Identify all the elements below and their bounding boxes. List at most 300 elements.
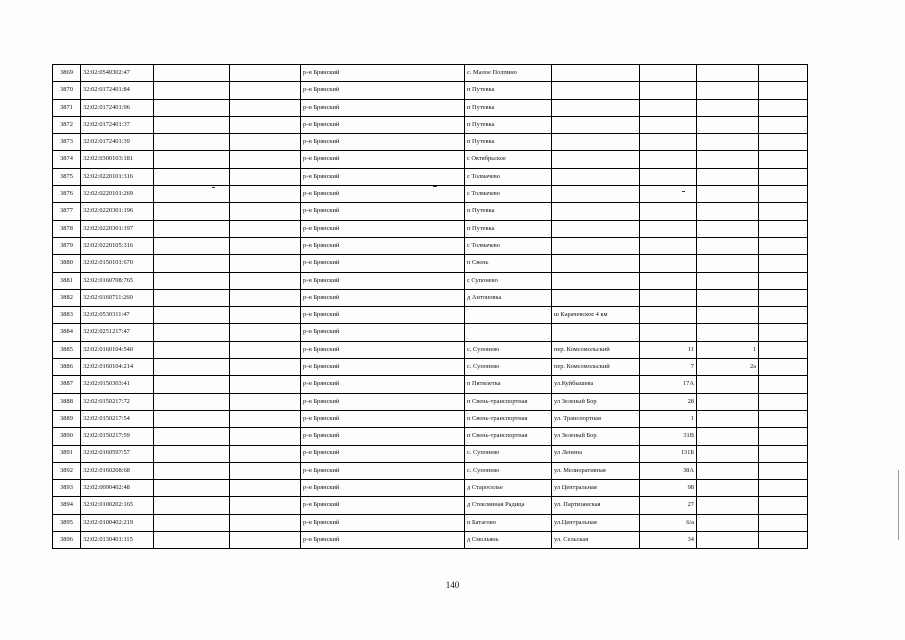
cadastral-number-cell: 32:02:0172401:39 bbox=[81, 134, 154, 151]
empty-cell bbox=[230, 203, 301, 220]
cadastral-number-cell: 32:02:0172401:37 bbox=[81, 116, 154, 133]
street-cell bbox=[552, 65, 640, 82]
empty-cell bbox=[154, 289, 230, 306]
locality-cell: п Свень bbox=[465, 255, 552, 272]
locality-cell: п Путевка bbox=[465, 82, 552, 99]
empty-cell bbox=[154, 445, 230, 462]
empty-cell bbox=[230, 410, 301, 427]
cadastral-number-cell: 32:02:0150217:54 bbox=[81, 410, 154, 427]
empty-cell bbox=[230, 307, 301, 324]
table-row bbox=[53, 151, 808, 168]
building-number-cell bbox=[697, 428, 759, 445]
house-number-cell: 34 bbox=[640, 532, 697, 549]
empty-cell bbox=[154, 255, 230, 272]
street-cell: ул. Партизанская bbox=[552, 497, 640, 514]
row-number-cell: 3878 bbox=[53, 220, 81, 237]
table-row bbox=[53, 393, 808, 410]
cadastral-number-cell: 32:02:0530311:47 bbox=[81, 307, 154, 324]
empty-cell bbox=[759, 116, 808, 133]
empty-cell bbox=[230, 341, 301, 358]
cadastral-number-cell: 32:02:0160208:68 bbox=[81, 462, 154, 479]
row-number-cell: 3880 bbox=[53, 255, 81, 272]
district-cell: р-н Брянский bbox=[301, 376, 465, 393]
empty-cell bbox=[154, 514, 230, 531]
cadastral-number-cell: 32:02:0100202:165 bbox=[81, 497, 154, 514]
district-cell: р-н Брянский bbox=[301, 220, 465, 237]
cadastral-number-cell: 32:02:0251217:47 bbox=[81, 324, 154, 341]
empty-cell bbox=[154, 462, 230, 479]
house-number-cell bbox=[640, 99, 697, 116]
cadastral-number-cell: 32:02:0130401:115 bbox=[81, 532, 154, 549]
empty-cell bbox=[759, 445, 808, 462]
building-number-cell bbox=[697, 116, 759, 133]
table-row bbox=[53, 324, 808, 341]
row-number-cell: 3869 bbox=[53, 65, 81, 82]
row-number-cell: 3894 bbox=[53, 497, 81, 514]
empty-cell bbox=[154, 410, 230, 427]
building-number-cell bbox=[697, 168, 759, 185]
empty-cell bbox=[759, 324, 808, 341]
table-row bbox=[53, 168, 808, 185]
house-number-cell bbox=[640, 134, 697, 151]
district-cell: р-н Брянский bbox=[301, 514, 465, 531]
empty-cell bbox=[154, 532, 230, 549]
cadastral-number-cell: 32:02:0160711:260 bbox=[81, 289, 154, 306]
street-cell bbox=[552, 255, 640, 272]
empty-cell bbox=[230, 272, 301, 289]
table-row bbox=[53, 376, 808, 393]
house-number-cell: 38А bbox=[640, 462, 697, 479]
street-cell: пер. Комсомольский bbox=[552, 341, 640, 358]
building-number-cell bbox=[697, 272, 759, 289]
locality-cell: п Путевка bbox=[465, 116, 552, 133]
house-number-cell: 27 bbox=[640, 497, 697, 514]
empty-cell bbox=[759, 462, 808, 479]
page-number: 140 bbox=[445, 580, 460, 590]
locality-cell: с Октябрьское bbox=[465, 151, 552, 168]
empty-cell bbox=[759, 341, 808, 358]
locality-cell: п Свень-транспортная bbox=[465, 428, 552, 445]
empty-cell bbox=[230, 393, 301, 410]
cadastral-number-cell: 32:02:0100402:219 bbox=[81, 514, 154, 531]
empty-cell bbox=[759, 393, 808, 410]
street-cell bbox=[552, 289, 640, 306]
house-number-cell bbox=[640, 307, 697, 324]
house-number-cell: 31В bbox=[640, 428, 697, 445]
building-number-cell bbox=[697, 462, 759, 479]
house-number-cell bbox=[640, 289, 697, 306]
scan-mark bbox=[682, 191, 685, 192]
locality-cell: п Свень-транспортная bbox=[465, 410, 552, 427]
table-row bbox=[53, 497, 808, 514]
empty-cell bbox=[759, 480, 808, 497]
table-row bbox=[53, 134, 808, 151]
locality-cell: п Путевка bbox=[465, 134, 552, 151]
street-cell bbox=[552, 237, 640, 254]
cadastral-number-cell: 32:02:0160708:765 bbox=[81, 272, 154, 289]
district-cell: р-н Брянский bbox=[301, 289, 465, 306]
building-number-cell bbox=[697, 514, 759, 531]
empty-cell bbox=[154, 480, 230, 497]
house-number-cell bbox=[640, 65, 697, 82]
building-number-cell bbox=[697, 151, 759, 168]
empty-cell bbox=[759, 289, 808, 306]
locality-cell: д Антоновка bbox=[465, 289, 552, 306]
building-number-cell bbox=[697, 445, 759, 462]
cadastral-number-cell: 32:02:0220101:269 bbox=[81, 186, 154, 203]
table-row bbox=[53, 82, 808, 99]
row-number-cell: 3888 bbox=[53, 393, 81, 410]
empty-cell bbox=[154, 134, 230, 151]
building-number-cell bbox=[697, 393, 759, 410]
street-cell bbox=[552, 203, 640, 220]
building-number-cell bbox=[697, 220, 759, 237]
locality-cell: п Путевка bbox=[465, 220, 552, 237]
empty-cell bbox=[759, 220, 808, 237]
empty-cell bbox=[230, 237, 301, 254]
building-number-cell bbox=[697, 82, 759, 99]
cadastral-number-cell: 32:02:0150217:59 bbox=[81, 428, 154, 445]
street-cell: ул. Мелиоративная bbox=[552, 462, 640, 479]
cadastral-number-cell: 32:02:0150303:41 bbox=[81, 376, 154, 393]
empty-cell bbox=[154, 307, 230, 324]
register-table bbox=[52, 64, 808, 549]
row-number-cell: 3873 bbox=[53, 134, 81, 151]
street-cell: пер. Комсомольский bbox=[552, 359, 640, 376]
empty-cell bbox=[230, 480, 301, 497]
district-cell: р-н Брянский bbox=[301, 82, 465, 99]
street-cell: ул Ленина bbox=[552, 445, 640, 462]
empty-cell bbox=[154, 151, 230, 168]
cadastral-number-cell: 32:02:0150217:72 bbox=[81, 393, 154, 410]
cadastral-number-cell: 32:02:0150101:670 bbox=[81, 255, 154, 272]
empty-cell bbox=[230, 255, 301, 272]
table-row bbox=[53, 480, 808, 497]
building-number-cell bbox=[697, 237, 759, 254]
empty-cell bbox=[230, 99, 301, 116]
street-cell bbox=[552, 324, 640, 341]
empty-cell bbox=[230, 445, 301, 462]
empty-cell bbox=[154, 428, 230, 445]
building-number-cell bbox=[697, 65, 759, 82]
empty-cell bbox=[230, 186, 301, 203]
table-row bbox=[53, 359, 808, 376]
house-number-cell bbox=[640, 151, 697, 168]
table-row bbox=[53, 255, 808, 272]
empty-cell bbox=[230, 151, 301, 168]
empty-cell bbox=[154, 168, 230, 185]
cadastral-number-cell: 32:02:0220105:316 bbox=[81, 237, 154, 254]
empty-cell bbox=[759, 359, 808, 376]
row-number-cell: 3885 bbox=[53, 341, 81, 358]
locality-cell: с. Супонево bbox=[465, 341, 552, 358]
district-cell: р-н Брянский bbox=[301, 255, 465, 272]
house-number-cell bbox=[640, 203, 697, 220]
locality-cell bbox=[465, 307, 552, 324]
house-number-cell bbox=[640, 220, 697, 237]
district-cell: р-н Брянский bbox=[301, 116, 465, 133]
district-cell: р-н Брянский bbox=[301, 410, 465, 427]
locality-cell: с. Малое Полпино bbox=[465, 65, 552, 82]
street-cell bbox=[552, 272, 640, 289]
building-number-cell bbox=[697, 376, 759, 393]
empty-cell bbox=[230, 289, 301, 306]
empty-cell bbox=[759, 168, 808, 185]
register-table-body bbox=[53, 65, 808, 549]
house-number-cell: 131Б bbox=[640, 445, 697, 462]
district-cell: р-н Брянский bbox=[301, 307, 465, 324]
cadastral-number-cell: 32:02:0220301:196 bbox=[81, 203, 154, 220]
house-number-cell bbox=[640, 116, 697, 133]
street-cell bbox=[552, 99, 640, 116]
street-cell: ул Центральная bbox=[552, 480, 640, 497]
row-number-cell: 3889 bbox=[53, 410, 81, 427]
cadastral-number-cell: 32:02:0540302:47 bbox=[81, 65, 154, 82]
locality-cell: с Толмачево bbox=[465, 237, 552, 254]
building-number-cell: 2а bbox=[697, 359, 759, 376]
empty-cell bbox=[759, 151, 808, 168]
district-cell: р-н Брянский bbox=[301, 237, 465, 254]
locality-cell: с Супонево bbox=[465, 272, 552, 289]
table-row bbox=[53, 514, 808, 531]
empty-cell bbox=[759, 410, 808, 427]
building-number-cell bbox=[697, 186, 759, 203]
empty-cell bbox=[230, 462, 301, 479]
street-cell bbox=[552, 116, 640, 133]
building-number-cell bbox=[697, 255, 759, 272]
empty-cell bbox=[154, 359, 230, 376]
locality-cell: п Путевка bbox=[465, 99, 552, 116]
scan-mark bbox=[212, 187, 215, 188]
cadastral-number-cell: 32:02:0220101:316 bbox=[81, 168, 154, 185]
house-number-cell bbox=[640, 82, 697, 99]
street-cell: ул. Транспортная bbox=[552, 410, 640, 427]
empty-cell bbox=[154, 497, 230, 514]
cadastral-number-cell: 32:02:0160597:57 bbox=[81, 445, 154, 462]
empty-cell bbox=[759, 203, 808, 220]
empty-cell bbox=[759, 255, 808, 272]
locality-cell: д Староселье bbox=[465, 480, 552, 497]
empty-cell bbox=[230, 428, 301, 445]
building-number-cell bbox=[697, 480, 759, 497]
district-cell: р-н Брянский bbox=[301, 134, 465, 151]
cadastral-number-cell: 32:02:0172401:84 bbox=[81, 82, 154, 99]
table-row bbox=[53, 65, 808, 82]
building-number-cell bbox=[697, 289, 759, 306]
empty-cell bbox=[230, 220, 301, 237]
district-cell: р-н Брянский bbox=[301, 359, 465, 376]
empty-cell bbox=[759, 376, 808, 393]
row-number-cell: 3886 bbox=[53, 359, 81, 376]
table-row bbox=[53, 307, 808, 324]
empty-cell bbox=[154, 324, 230, 341]
locality-cell: п Пятилетка bbox=[465, 376, 552, 393]
locality-cell: с. Супонево bbox=[465, 445, 552, 462]
empty-cell bbox=[154, 99, 230, 116]
row-number-cell: 3882 bbox=[53, 289, 81, 306]
table-row bbox=[53, 445, 808, 462]
row-number-cell: 3874 bbox=[53, 151, 81, 168]
district-cell: р-н Брянский bbox=[301, 462, 465, 479]
empty-cell bbox=[154, 376, 230, 393]
row-number-cell: 3879 bbox=[53, 237, 81, 254]
empty-cell bbox=[759, 82, 808, 99]
table-row bbox=[53, 532, 808, 549]
table-row bbox=[53, 203, 808, 220]
empty-cell bbox=[759, 272, 808, 289]
street-cell: ул Зеленый Бор bbox=[552, 428, 640, 445]
table-row bbox=[53, 116, 808, 133]
scan-mark bbox=[433, 186, 437, 187]
empty-cell bbox=[759, 514, 808, 531]
empty-cell bbox=[759, 134, 808, 151]
building-number-cell bbox=[697, 497, 759, 514]
table-row bbox=[53, 341, 808, 358]
table-row bbox=[53, 186, 808, 203]
empty-cell bbox=[759, 428, 808, 445]
building-number-cell bbox=[697, 532, 759, 549]
building-number-cell bbox=[697, 324, 759, 341]
empty-cell bbox=[154, 341, 230, 358]
locality-cell bbox=[465, 324, 552, 341]
locality-cell: д Стеклянная Радица bbox=[465, 497, 552, 514]
district-cell: р-н Брянский bbox=[301, 480, 465, 497]
empty-cell bbox=[230, 514, 301, 531]
row-number-cell: 3870 bbox=[53, 82, 81, 99]
empty-cell bbox=[230, 134, 301, 151]
empty-cell bbox=[154, 393, 230, 410]
district-cell: р-н Брянский bbox=[301, 151, 465, 168]
row-number-cell: 3877 bbox=[53, 203, 81, 220]
row-number-cell: 3896 bbox=[53, 532, 81, 549]
scan-edge-line bbox=[898, 470, 899, 540]
building-number-cell: 1 bbox=[697, 341, 759, 358]
house-number-cell bbox=[640, 255, 697, 272]
row-number-cell: 3881 bbox=[53, 272, 81, 289]
house-number-cell: 17А bbox=[640, 376, 697, 393]
row-number-cell: 3887 bbox=[53, 376, 81, 393]
district-cell: р-н Брянский bbox=[301, 186, 465, 203]
empty-cell bbox=[230, 116, 301, 133]
building-number-cell bbox=[697, 134, 759, 151]
row-number-cell: 3875 bbox=[53, 168, 81, 185]
empty-cell bbox=[759, 186, 808, 203]
cadastral-number-cell: 32:02:0220301:197 bbox=[81, 220, 154, 237]
row-number-cell: 3883 bbox=[53, 307, 81, 324]
empty-cell bbox=[154, 65, 230, 82]
district-cell: р-н Брянский bbox=[301, 393, 465, 410]
empty-cell bbox=[154, 237, 230, 254]
street-cell: ул.Куйбышева bbox=[552, 376, 640, 393]
locality-cell: п Батагово bbox=[465, 514, 552, 531]
row-number-cell: 3884 bbox=[53, 324, 81, 341]
district-cell: р-н Брянский bbox=[301, 341, 465, 358]
empty-cell bbox=[154, 82, 230, 99]
empty-cell bbox=[759, 497, 808, 514]
district-cell: р-н Брянский bbox=[301, 203, 465, 220]
street-cell bbox=[552, 82, 640, 99]
house-number-cell: 28 bbox=[640, 393, 697, 410]
row-number-cell: 3891 bbox=[53, 445, 81, 462]
empty-cell bbox=[230, 532, 301, 549]
building-number-cell bbox=[697, 410, 759, 427]
house-number-cell bbox=[640, 186, 697, 203]
table-row bbox=[53, 289, 808, 306]
row-number-cell: 3892 bbox=[53, 462, 81, 479]
cadastral-number-cell: 32:02:0172401:96 bbox=[81, 99, 154, 116]
empty-cell bbox=[154, 220, 230, 237]
street-cell: ул Зеленый Бор bbox=[552, 393, 640, 410]
table-row bbox=[53, 99, 808, 116]
house-number-cell bbox=[640, 324, 697, 341]
row-number-cell: 3893 bbox=[53, 480, 81, 497]
empty-cell bbox=[230, 82, 301, 99]
empty-cell bbox=[154, 203, 230, 220]
locality-cell: с Толмачево bbox=[465, 168, 552, 185]
empty-cell bbox=[154, 186, 230, 203]
district-cell: р-н Брянский bbox=[301, 428, 465, 445]
house-number-cell: 98 bbox=[640, 480, 697, 497]
district-cell: р-н Брянский bbox=[301, 99, 465, 116]
table-row bbox=[53, 220, 808, 237]
building-number-cell bbox=[697, 307, 759, 324]
empty-cell bbox=[154, 272, 230, 289]
table-row bbox=[53, 272, 808, 289]
empty-cell bbox=[230, 497, 301, 514]
empty-cell bbox=[759, 99, 808, 116]
district-cell: р-н Брянский bbox=[301, 324, 465, 341]
empty-cell bbox=[230, 168, 301, 185]
empty-cell bbox=[230, 359, 301, 376]
house-number-cell: 7 bbox=[640, 359, 697, 376]
locality-cell: с Толмачево bbox=[465, 186, 552, 203]
building-number-cell bbox=[697, 99, 759, 116]
table-row bbox=[53, 428, 808, 445]
cadastral-number-cell: 32:02:0160104:540 bbox=[81, 341, 154, 358]
house-number-cell bbox=[640, 272, 697, 289]
empty-cell bbox=[230, 65, 301, 82]
table-row bbox=[53, 237, 808, 254]
street-cell bbox=[552, 186, 640, 203]
street-cell bbox=[552, 134, 640, 151]
empty-cell bbox=[230, 324, 301, 341]
district-cell: р-н Брянский bbox=[301, 532, 465, 549]
house-number-cell: 1 bbox=[640, 410, 697, 427]
street-cell: ш Карачевское 4 км bbox=[552, 307, 640, 324]
empty-cell bbox=[154, 116, 230, 133]
locality-cell: д Смольянь bbox=[465, 532, 552, 549]
house-number-cell: 6/а bbox=[640, 514, 697, 531]
district-cell: р-н Брянский bbox=[301, 497, 465, 514]
district-cell: р-н Брянский bbox=[301, 445, 465, 462]
row-number-cell: 3890 bbox=[53, 428, 81, 445]
street-cell: ул. Сельская bbox=[552, 532, 640, 549]
table-row bbox=[53, 462, 808, 479]
cadastral-number-cell: 32:02:0090402:48 bbox=[81, 480, 154, 497]
empty-cell bbox=[230, 376, 301, 393]
row-number-cell: 3871 bbox=[53, 99, 81, 116]
empty-cell bbox=[759, 65, 808, 82]
street-cell: ул.Центральная bbox=[552, 514, 640, 531]
district-cell: р-н Брянский bbox=[301, 272, 465, 289]
district-cell: р-н Брянский bbox=[301, 168, 465, 185]
empty-cell bbox=[759, 307, 808, 324]
row-number-cell: 3895 bbox=[53, 514, 81, 531]
row-number-cell: 3872 bbox=[53, 116, 81, 133]
empty-cell bbox=[759, 532, 808, 549]
empty-cell bbox=[759, 237, 808, 254]
house-number-cell bbox=[640, 237, 697, 254]
